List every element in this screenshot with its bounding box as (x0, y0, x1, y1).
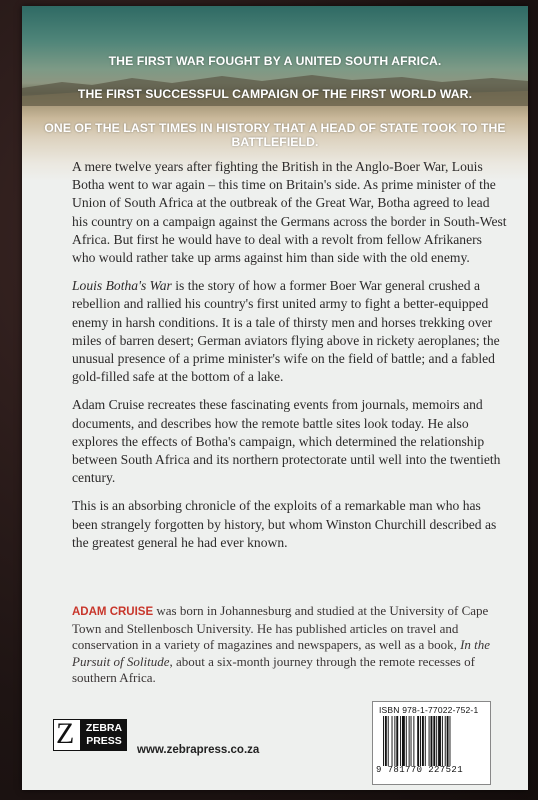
author-bio (72, 603, 492, 687)
barcode-panel (372, 701, 491, 785)
logo-text-box (81, 719, 127, 751)
publisher-url: www.zebrapress.co.za (137, 744, 260, 756)
logo-z-box (53, 719, 81, 751)
headline-1: THE FIRST WAR FOUGHT BY A UNITED SOUTH AFRICA. (108, 54, 442, 68)
book-title-italic: Louis Botha's War (72, 278, 172, 294)
barcode-bars (383, 716, 483, 766)
barcode-digits: 9 781770 227521 (376, 765, 464, 775)
logo-line-1: ZEBRA (85, 722, 123, 734)
bio-text-1: was born in Johannesburg and studied at the University of Cape Town and Stellenbosch University. He has published articles on travel and conservation in a variety of magazines and newspapers, as well as a book, (72, 603, 489, 653)
isbn-label: ISBN 978-1-77022-752-1 (379, 705, 479, 715)
paragraph-1: A mere twelve years after fighting the British in the Anglo-Boer War, Louis Botha went to war again – this time on Britain's side. As prime minister of the Union of South Africa at the outbreak of the Great War, Botha agreed to lead his country on a campaign against the Germans across the border in South-West Africa. But first he would have to deal with a revolt from fellow Afrikaners who would rather take up arms against him than side with the old enemy. (72, 159, 507, 266)
author-name: ADAM CRUISE (72, 606, 154, 618)
bio-text-2: , about a six-month journey through the remote recesses of southern Africa. (72, 653, 475, 686)
headline-2: THE FIRST SUCCESSFUL CAMPAIGN OF THE FIRST WORLD WAR. (77, 87, 473, 101)
paragraph-3: Adam Cruise recreates these fascinating events from journals, memoirs and documents, and describes how the remote battle sites look today. He also explores the effects of Botha's campaign, which determined the relationship between South Africa and its northern protectorate until well into the twentieth century. (72, 397, 501, 486)
zebra-press-logo (53, 719, 127, 751)
paragraph-2-rest: is the story of how a former Boer War general crushed a rebellion and rallied his country's first united army to fight a better-equipped enemy in harsh conditions. It is a tale of thirsty men and horses trekking over miles of barren desert; German aviators flying above in rickety aeroplanes; the unusual presence of a prime minister's wife on the field of battle; and a fabled gold-filled safe at the bottom of a lake. (72, 278, 500, 385)
blurb-text (72, 158, 508, 562)
book-back-cover (22, 6, 528, 790)
logo-line-2: PRESS (86, 735, 122, 747)
paragraph-4: This is an absorbing chronicle of the exploits of a remarkable man who has been strangely forgotten by history, but whom Winston Churchill described as the greatest general he had ever known. (72, 498, 497, 550)
paragraph-2 (72, 277, 508, 386)
headline-3: ONE OF THE LAST TIMES IN HISTORY THAT A HEAD OF STATE TOOK TO THE BATTLEFIELD. (44, 121, 506, 149)
logo-z-letter: Z (56, 717, 75, 750)
bio-book-title: In the Pursuit of Solitude (72, 637, 491, 669)
